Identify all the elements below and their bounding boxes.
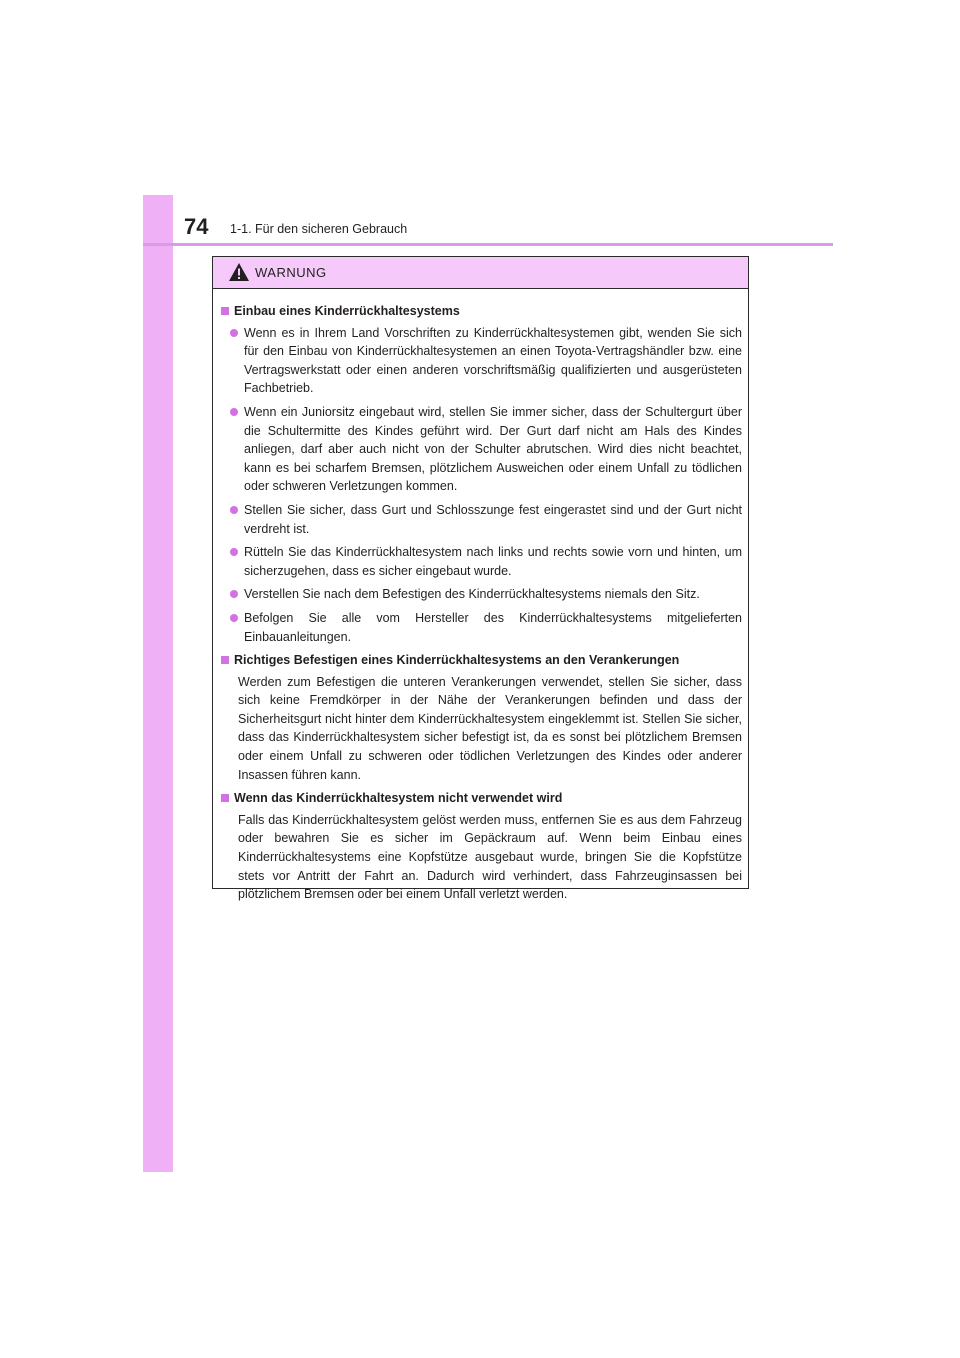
list-item-text: Wenn es in Ihrem Land Vorschriften zu Kinderrückhaltesystemen gibt, wenden Sie sich für den Einbau von Kinderrückhaltesystemen an einen Toyota-Vertragshändler bzw. eine Vertragswerkstatt oder einen anderen vorschriftsmäßig qualifizierten und ausgerüsteten Fachbetrieb.: [244, 325, 742, 396]
section-heading-text: Wenn das Kinderrückhaltesystem nicht verwendet wird: [234, 791, 563, 806]
list-item: [230, 501, 742, 538]
list-item: [230, 609, 742, 646]
square-bullet-icon: [221, 794, 229, 802]
list-item-text: Wenn ein Juniorsitz eingebaut wird, stellen Sie immer sicher, dass der Schultergurt über die Schultermitte des Kindes geführt wird. Der Gurt darf nicht am Hals des Kindes anliegen, darf aber auch nicht von der Schulter abrutschen. Wird dies nicht beachtet, kann es bei scharfem Bremsen, plötzlichem Ausweichen oder einem Unfall zu tödlichen oder schweren Verletzungen kommen.: [244, 404, 742, 494]
warning-header: [213, 257, 748, 289]
bullet-dot-icon: [230, 614, 238, 622]
section-heading: [221, 789, 742, 808]
header-rule: [143, 243, 833, 246]
section-paragraph: Falls das Kinderrückhaltesystem gelöst werden muss, entfernen Sie es aus dem Fahrzeug oder bewahren Sie es sicher im Gepäckraum auf. Wenn beim Einbau eines Kinderrückhaltesystems eine Kopfstütze ausgebaut wurde, bringen Sie die Kopfstütze stets vor Antritt der Fahrt an. Dadurch wird verhindert, dass Fahrzeuginsassen bei plötzlichem Bremsen oder bei einem Unfall verletzt werden.: [238, 812, 742, 902]
list-item: [230, 403, 742, 496]
section-heading: [221, 651, 742, 670]
list-item-text: Befolgen Sie alle vom Hersteller des Kinderrückhaltesystems mitgelieferten Einbauanleitungen.: [244, 610, 742, 644]
list-item: [230, 585, 742, 604]
section-color-tab: [143, 195, 173, 1172]
warning-title: WARNUNG: [255, 265, 327, 280]
section-paragraph: Werden zum Befestigen die unteren Verankerungen verwendet, stellen Sie sicher, dass sich keine Fremdkörper in der Nähe der Verankerungen befinden und dass der Sicherheitsgurt nicht hinter dem Kinderrückhaltesystem eingeklemmt ist. Stellen Sie sicher, dass das Kinderrückhaltesystem sicher befestigt ist, da es sonst bei plötzlichem Bremsen oder einem Unfall zu schweren oder tödlichen Verletzungen des Kindes oder anderer Insassen führen kann.: [238, 674, 742, 782]
list-item: [230, 324, 742, 398]
square-bullet-icon: [221, 307, 229, 315]
bullet-dot-icon: [230, 590, 238, 598]
warning-box: [212, 256, 749, 902]
bullet-dot-icon: [230, 408, 238, 416]
section-heading: [221, 302, 742, 321]
bullet-dot-icon: [230, 506, 238, 514]
bullet-dot-icon: [230, 329, 238, 337]
square-bullet-icon: [221, 656, 229, 664]
bullet-dot-icon: [230, 548, 238, 556]
list-item-text: Stellen Sie sicher, dass Gurt und Schlosszunge fest eingerastet sind und der Gurt nicht verdreht ist.: [244, 502, 742, 536]
section-heading-text: Einbau eines Kinderrückhaltesystems: [234, 304, 460, 318]
list-item-text: Verstellen Sie nach dem Befestigen des Kinderrückhaltesystems niemals den Sitz.: [244, 587, 700, 602]
warning-body: [213, 289, 748, 904]
list-item-text: Rütteln Sie das Kinderrückhaltesystem nach links und rechts sowie vorn und hinten, um sicherzugehen, dass es sicher eingebaut wurde.: [244, 545, 742, 578]
section-heading-text: Richtiges Befestigen eines Kinderrückhaltesystems an den Verankerungen: [234, 653, 680, 668]
page-number: 74: [184, 214, 209, 239]
section-title: 1-1. Für den sicheren Gebrauch: [230, 222, 408, 236]
warning-triangle-icon: [228, 262, 250, 282]
list-item: [230, 543, 742, 580]
